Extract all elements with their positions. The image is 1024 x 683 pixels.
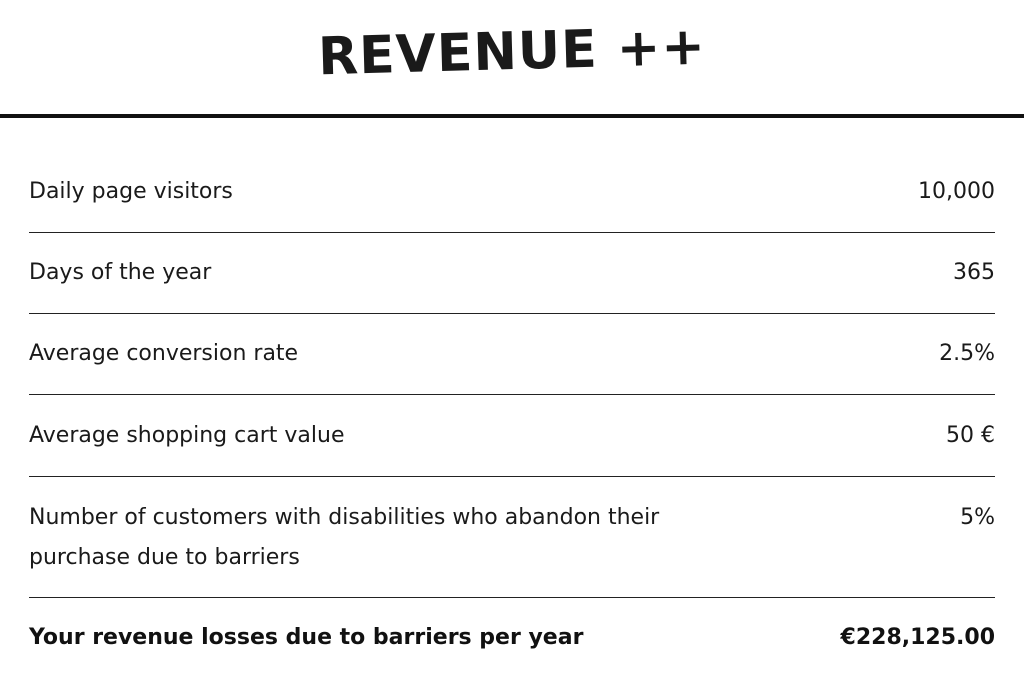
- row-label: Average shopping cart value: [29, 423, 345, 448]
- row-value: 10,000: [918, 179, 995, 204]
- row-abandon-rate: [29, 477, 995, 598]
- total-row: [29, 598, 995, 668]
- row-cart-value: [29, 395, 995, 477]
- row-value: 50 €: [946, 423, 995, 448]
- calculation-table: [29, 152, 995, 668]
- row-label: Daily page visitors: [29, 179, 233, 204]
- row-conversion-rate: [29, 314, 995, 395]
- total-value: €228,125.00: [840, 625, 995, 650]
- row-value: 5%: [960, 505, 995, 530]
- page-title: REVENUE ++: [317, 16, 707, 88]
- row-label: Days of the year: [29, 260, 212, 285]
- row-daily-page-visitors: [29, 152, 995, 233]
- total-label: Your revenue losses due to barriers per year: [29, 625, 584, 650]
- row-value: 2.5%: [939, 341, 995, 366]
- row-label: Number of customers with disabilities who abandon their purchase due to barriers: [29, 505, 660, 570]
- header: [0, 0, 1024, 118]
- row-days-of-year: [29, 233, 995, 314]
- row-value: 365: [953, 260, 995, 285]
- row-label: Average conversion rate: [29, 341, 299, 366]
